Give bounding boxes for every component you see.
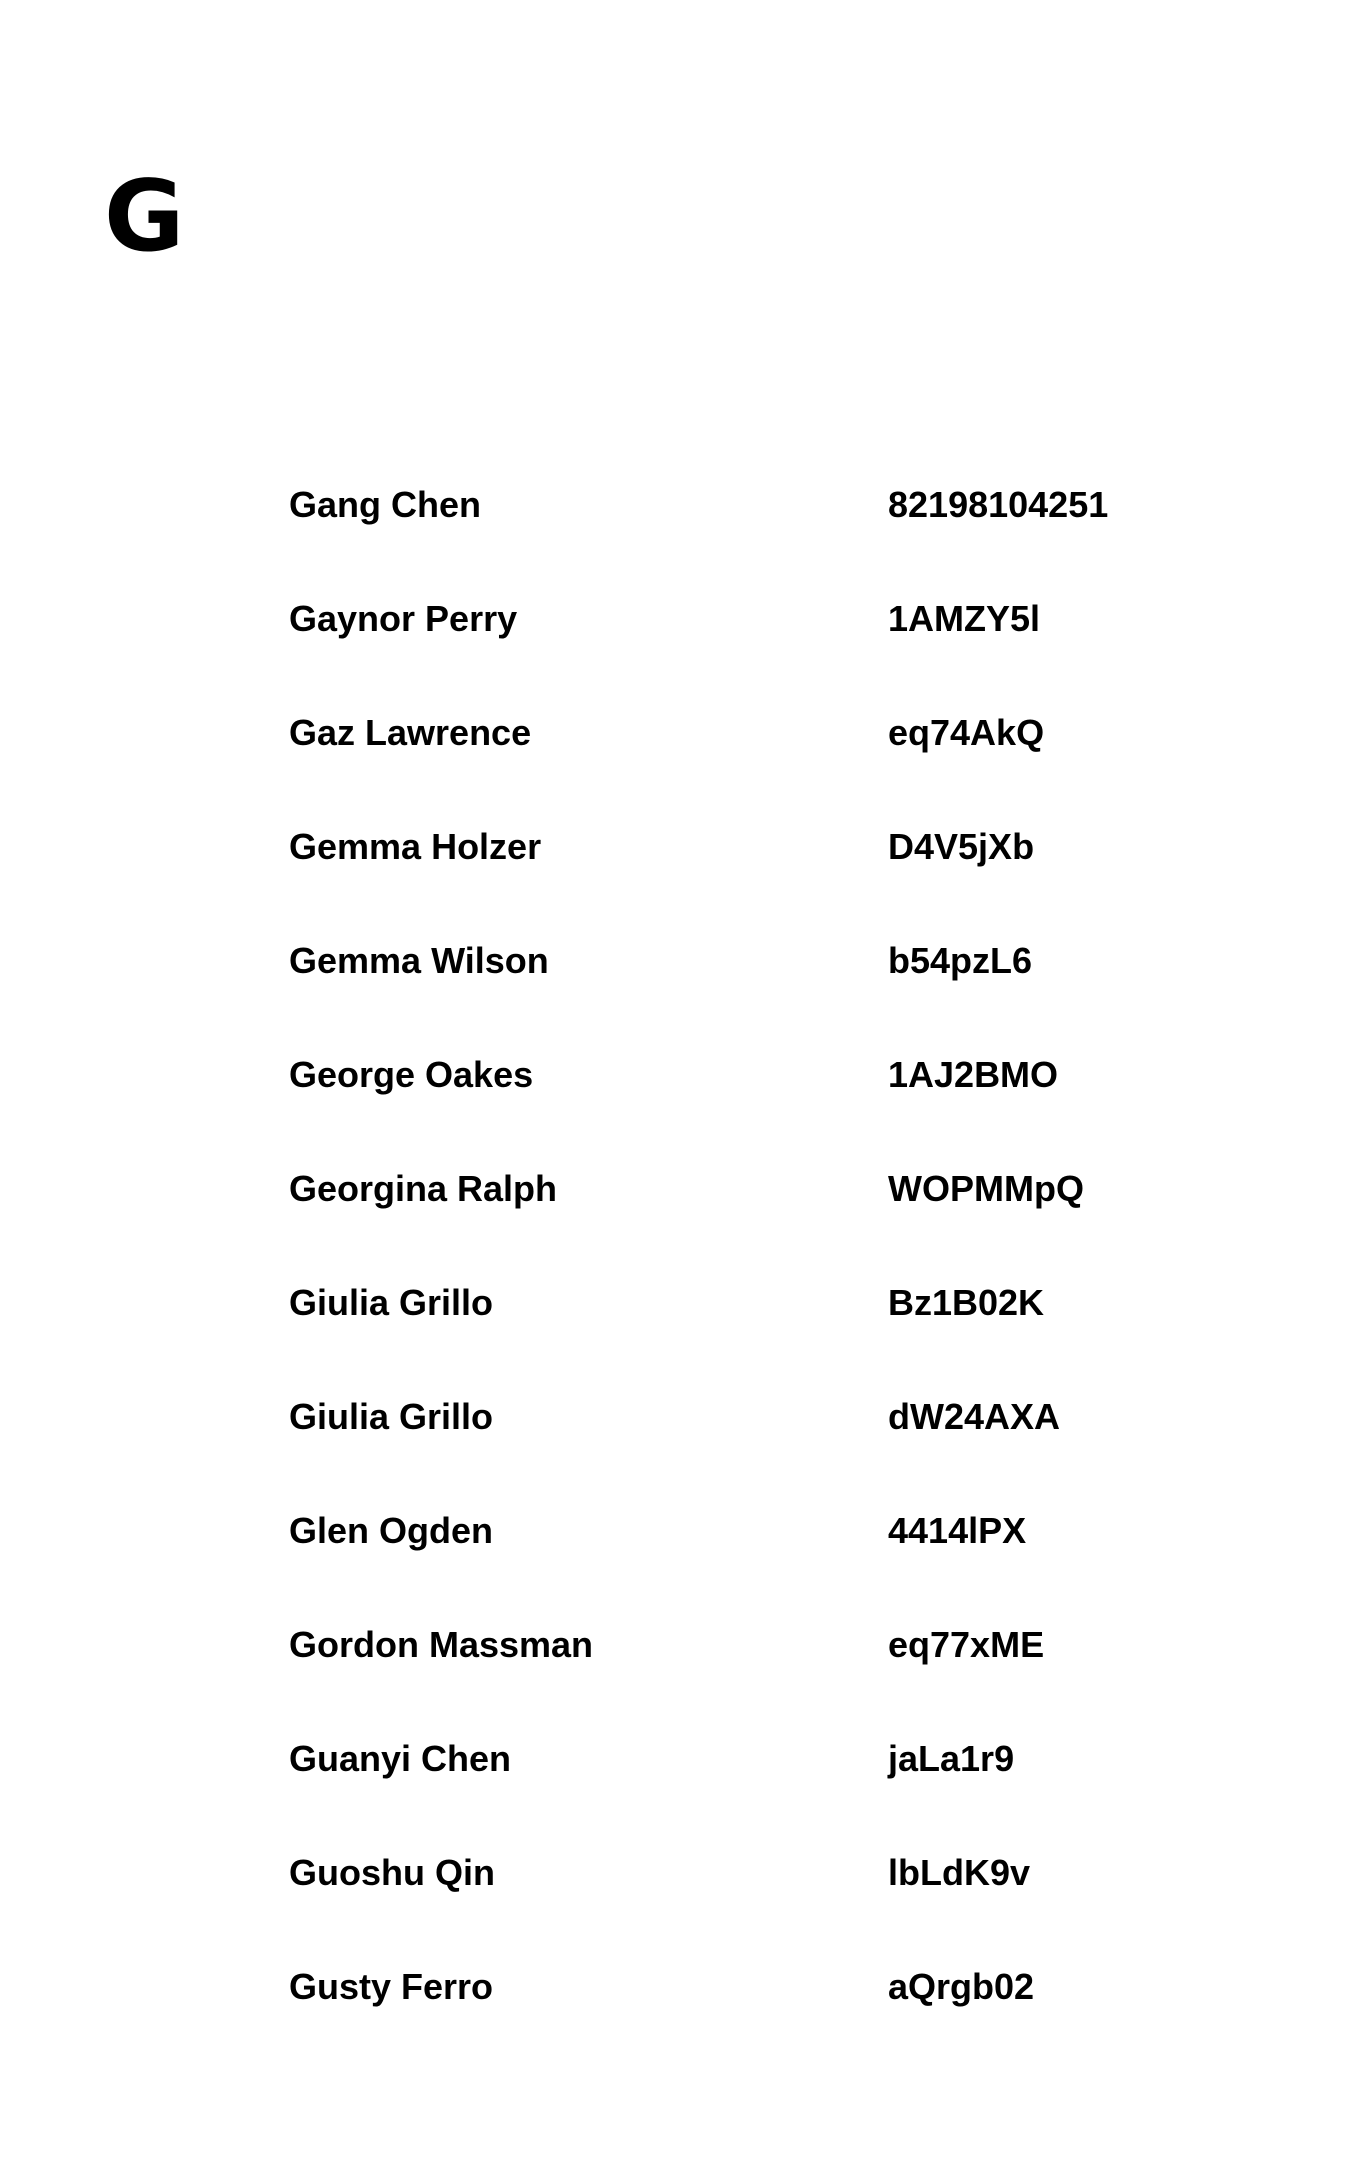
list-item bbox=[0, 819, 1367, 933]
entry-code: 82198104251 bbox=[888, 484, 1109, 525]
list-item bbox=[0, 933, 1367, 1047]
entry-name: Georgina Ralph bbox=[289, 1168, 558, 1209]
entry-name: Gordon Massman bbox=[289, 1624, 594, 1665]
list-item bbox=[0, 1389, 1367, 1503]
entry-name: Glen Ogden bbox=[289, 1510, 494, 1551]
entry-code: eq74AkQ bbox=[888, 712, 1045, 753]
list-item bbox=[0, 1047, 1367, 1161]
entry-code: Bz1B02K bbox=[888, 1282, 1045, 1323]
entry-code: lbLdK9v bbox=[888, 1852, 1031, 1893]
entry-name: Gang Chen bbox=[289, 484, 482, 525]
entry-name: Giulia Grillo bbox=[289, 1282, 494, 1323]
entry-name: Gaz Lawrence bbox=[289, 712, 532, 753]
list-item bbox=[0, 1731, 1367, 1845]
list-item bbox=[0, 477, 1367, 591]
list-item bbox=[0, 1503, 1367, 1617]
entry-name: Guanyi Chen bbox=[289, 1738, 512, 1779]
entry-code: jaLa1r9 bbox=[888, 1738, 1015, 1779]
entry-name: Gaynor Perry bbox=[289, 598, 518, 639]
entry-code: 4414lPX bbox=[888, 1510, 1027, 1551]
list-item bbox=[0, 1959, 1367, 2073]
list-item bbox=[0, 705, 1367, 819]
list-item bbox=[0, 591, 1367, 705]
section-letter-heading: G bbox=[104, 160, 185, 274]
entry-name: Guoshu Qin bbox=[289, 1852, 495, 1893]
entry-code: 1AMZY5l bbox=[888, 598, 1041, 639]
entry-name: Giulia Grillo bbox=[289, 1396, 494, 1437]
entry-code: aQrgb02 bbox=[888, 1966, 1035, 2007]
entry-code: WOPMMpQ bbox=[888, 1168, 1084, 1209]
list-item bbox=[0, 1161, 1367, 1275]
entry-list bbox=[0, 477, 1367, 2073]
list-item bbox=[0, 1617, 1367, 1731]
entry-code: b54pzL6 bbox=[888, 940, 1033, 981]
entry-code: D4V5jXb bbox=[888, 826, 1035, 867]
entry-name: George Oakes bbox=[289, 1054, 534, 1095]
list-item bbox=[0, 1845, 1367, 1959]
entry-name: Gemma Wilson bbox=[289, 940, 549, 981]
entry-code: dW24AXA bbox=[888, 1396, 1061, 1437]
entry-code: eq77xME bbox=[888, 1624, 1045, 1665]
entry-name: Gusty Ferro bbox=[289, 1966, 494, 2007]
list-item bbox=[0, 1275, 1367, 1389]
entry-code: 1AJ2BMO bbox=[888, 1054, 1059, 1095]
entry-name: Gemma Holzer bbox=[289, 826, 542, 867]
